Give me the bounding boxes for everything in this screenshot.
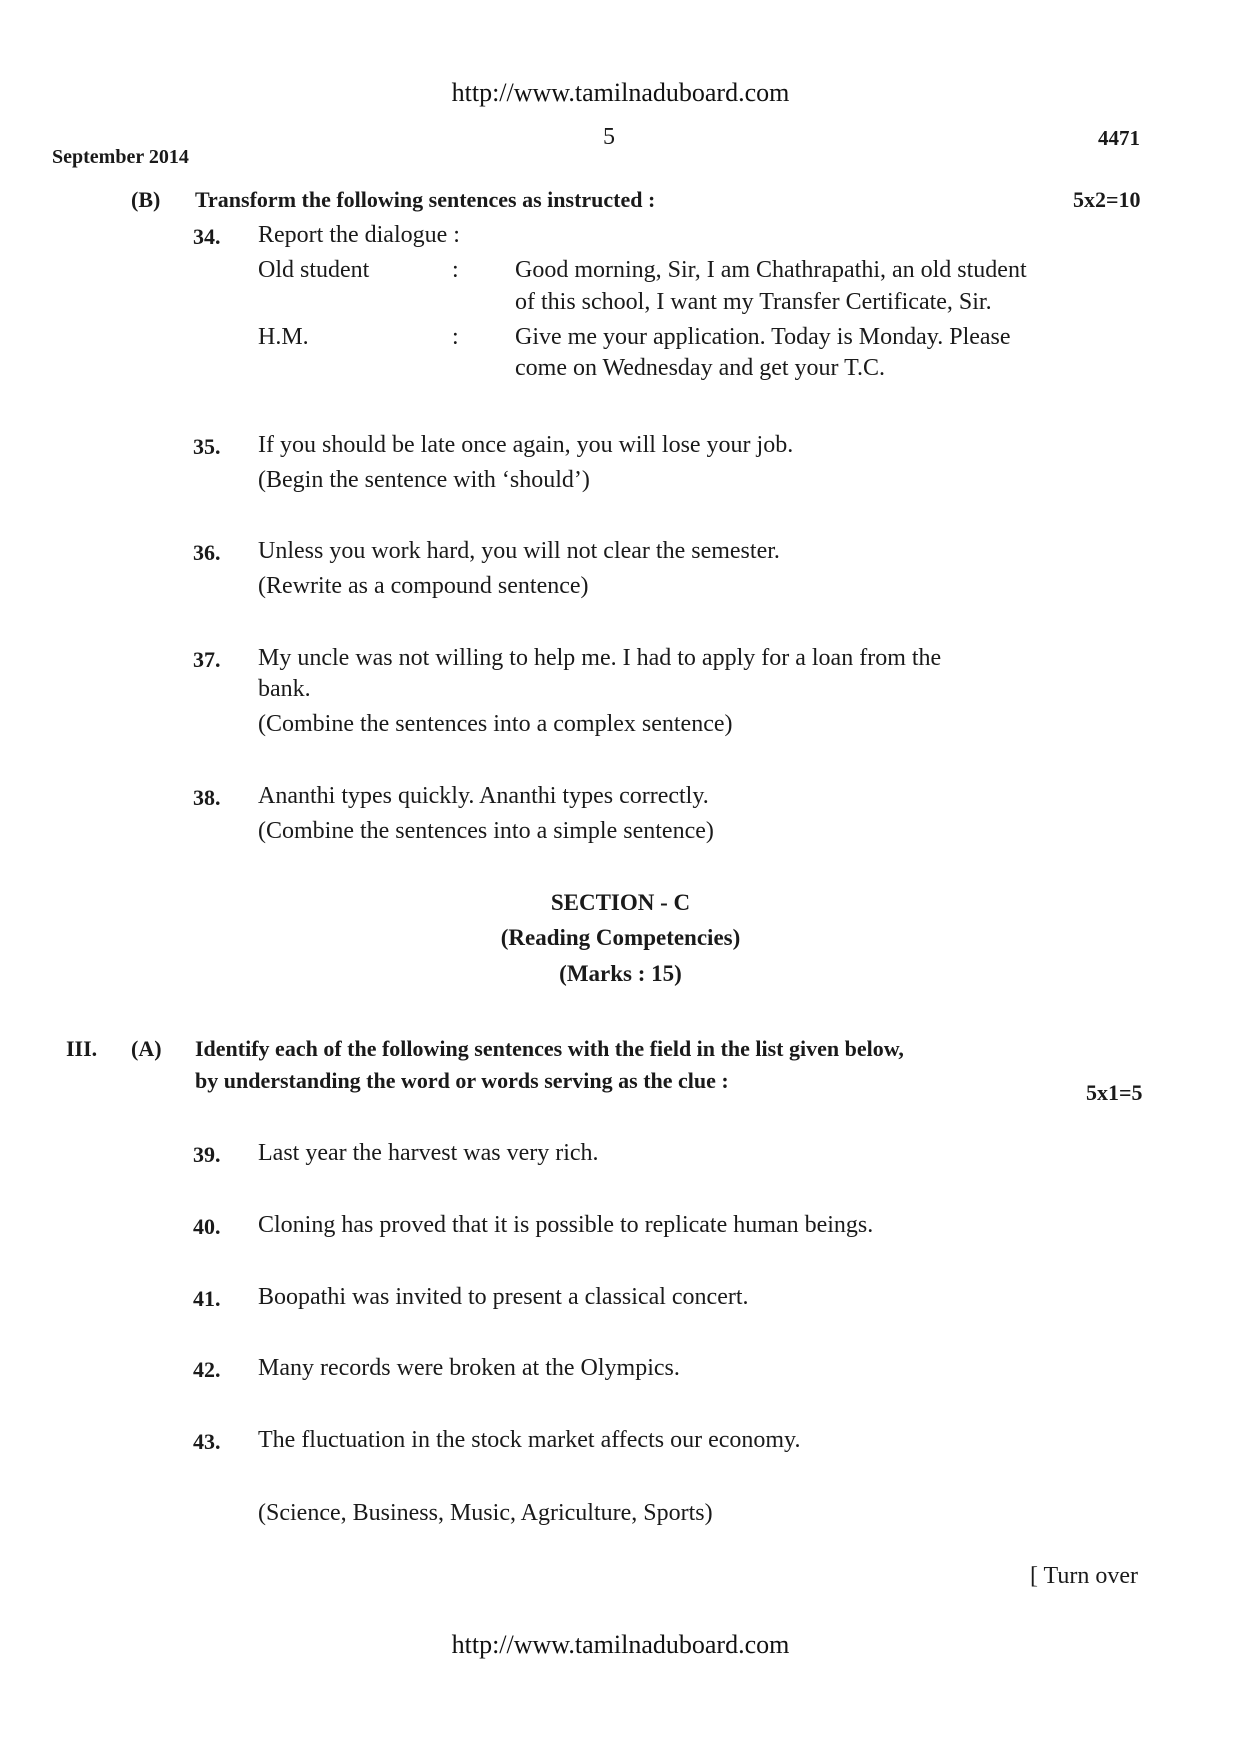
field-options-list: (Science, Business, Music, Agriculture, Sports) — [258, 1500, 713, 1526]
question-number-38: 38. — [193, 785, 221, 810]
question-34-prompt: Report the dialogue : — [258, 222, 460, 248]
question-37-text: My uncle was not willing to help me. I had to apply for a loan from the — [258, 645, 942, 671]
question-number-40: 40. — [193, 1214, 221, 1239]
dialogue-separator: : — [452, 324, 459, 350]
question-number-35: 35. — [193, 434, 221, 459]
section-c-marks: (Marks : 15) — [559, 961, 682, 986]
section-b-label: (B) — [131, 187, 161, 212]
question-number-43: 43. — [193, 1429, 221, 1454]
question-number-37: 37. — [193, 647, 221, 672]
part-iii-roman: III. — [66, 1036, 98, 1061]
page-number: 5 — [603, 124, 615, 150]
dialogue-separator: : — [452, 257, 459, 283]
question-42-text: Many records were broken at the Olympics. — [258, 1355, 680, 1381]
question-41-text: Boopathi was invited to present a classical concert. — [258, 1284, 749, 1310]
dialogue-line: of this school, I want my Transfer Certificate, Sir. — [515, 289, 992, 315]
footer-url: http://www.tamilnaduboard.com — [451, 1630, 790, 1659]
dialogue-speaker-hm: H.M. — [258, 324, 309, 350]
part-iii-a-label: (A) — [131, 1036, 162, 1061]
question-36-instruction: (Rewrite as a compound sentence) — [258, 573, 589, 599]
question-39-text: Last year the harvest was very rich. — [258, 1140, 599, 1166]
turn-over-note: [ Turn over — [1030, 1563, 1139, 1589]
question-40-text: Cloning has proved that it is possible to replicate human beings. — [258, 1212, 874, 1238]
dialogue-speaker-old-student: Old student — [258, 257, 370, 283]
question-37-text-continued: bank. — [258, 676, 311, 702]
section-c-title: SECTION - C — [550, 890, 691, 915]
question-38-text: Ananthi types quickly. Ananthi types correctly. — [258, 783, 709, 809]
paper-code: 4471 — [1098, 126, 1140, 150]
header-url: http://www.tamilnaduboard.com — [451, 78, 790, 107]
question-36-text: Unless you work hard, you will not clear the semester. — [258, 538, 780, 564]
question-35-instruction: (Begin the sentence with ‘should’) — [258, 467, 590, 493]
question-35-text: If you should be late once again, you will lose your job. — [258, 432, 794, 458]
section-b-instruction: Transform the following sentences as instructed : — [195, 187, 656, 212]
part-iii-a-marks: 5x1=5 — [1086, 1080, 1143, 1105]
question-number-42: 42. — [193, 1357, 221, 1382]
question-number-34: 34. — [193, 224, 221, 249]
exam-date: September 2014 — [52, 146, 189, 168]
question-37-instruction: (Combine the sentences into a complex sentence) — [258, 711, 733, 737]
question-number-36: 36. — [193, 540, 221, 565]
question-number-41: 41. — [193, 1286, 221, 1311]
dialogue-line: Give me your application. Today is Monday. Please — [515, 324, 1011, 350]
dialogue-line: come on Wednesday and get your T.C. — [515, 355, 885, 381]
question-number-39: 39. — [193, 1142, 221, 1167]
part-iii-a-instruction: Identify each of the following sentences with the field in the list given below, — [195, 1036, 904, 1061]
question-43-text: The fluctuation in the stock market affects our economy. — [258, 1427, 801, 1453]
dialogue-line: Good morning, Sir, I am Chathrapathi, an old student — [515, 257, 1027, 283]
question-38-instruction: (Combine the sentences into a simple sentence) — [258, 818, 714, 844]
part-iii-a-instruction: by understanding the word or words serving as the clue : — [195, 1068, 729, 1093]
section-b-marks: 5x2=10 — [1073, 187, 1141, 212]
section-c-subtitle: (Reading Competencies) — [500, 925, 741, 950]
